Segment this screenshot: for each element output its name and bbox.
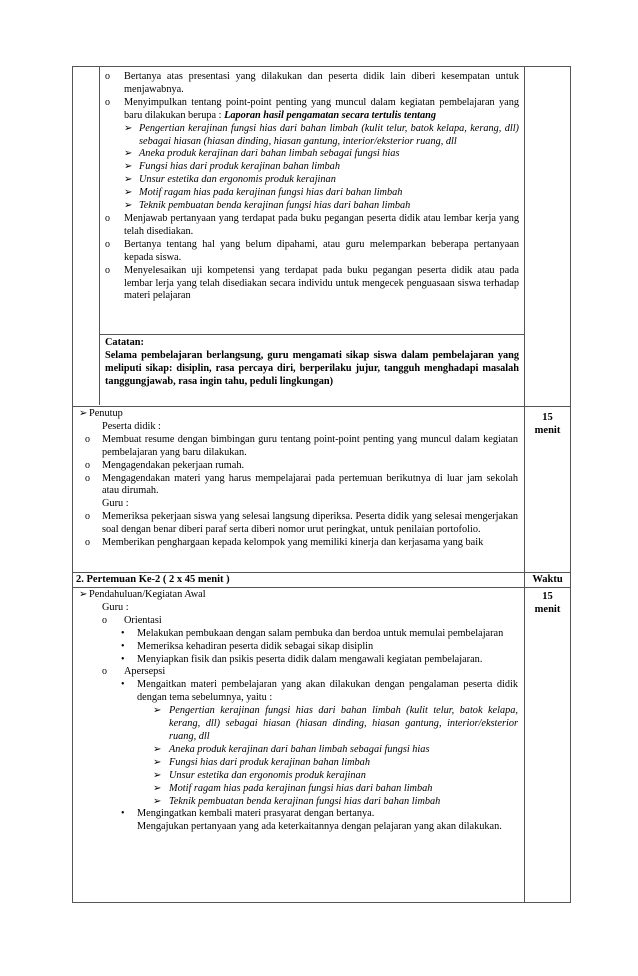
- item-text: Mengaitkan materi pembelajaran yang akan dilakukan dengan pengalaman peserta didik dengan tema sebelumnya, yaitu :: [137, 679, 518, 704]
- circle-bullet-icon: o: [85, 537, 90, 549]
- list-item: [153, 705, 518, 744]
- dot-bullet-icon: •: [121, 640, 125, 652]
- item-subtext: Mengajukan pertanyaan yang ada keterkaitannya dengan pelajaran yang akan dilakukan.: [137, 821, 502, 833]
- list-item: [121, 641, 518, 654]
- lesson-table: [72, 66, 571, 903]
- list-item: [121, 679, 518, 705]
- topic-text: Teknik pembuatan benda kerajinan fungsi hias dari bahan limbah: [169, 795, 441, 807]
- list-item: [121, 654, 518, 667]
- item-text: Bertanya atas presentasi yang dilakukan dan peserta didik lain diberi kesempatan untuk menjawabnya.: [124, 71, 519, 95]
- circle-bullet-icon: o: [105, 71, 110, 82]
- orientation-label: Orientasi: [124, 614, 162, 626]
- dot-bullet-icon: •: [121, 653, 125, 665]
- inner-divider-horizontal: [99, 334, 524, 335]
- item-text: Mengagendakan materi yang harus mempelajarai pada pertemuan berikutnya di luar jam sekolah atau dirumah.: [102, 472, 518, 497]
- item-emphasis: Laporan hasil pengamatan secara tertulis tentang: [224, 109, 437, 121]
- circle-bullet-icon: o: [85, 459, 90, 471]
- circle-bullet-icon: o: [105, 212, 110, 224]
- list-item: [153, 770, 518, 783]
- topic-text: Unsur estetika dan ergonomis produk kerajinan: [169, 769, 366, 781]
- list-item: [124, 187, 519, 200]
- arrow-bullet-icon: ➢: [124, 174, 133, 186]
- item-text: Mengingatkan kembali materi prasyarat dengan bertanya.: [137, 808, 375, 820]
- circle-bullet-icon: o: [85, 511, 90, 523]
- student-list: [79, 434, 518, 499]
- apperception-label: Apersepsi: [124, 666, 166, 678]
- time-header: [525, 573, 571, 588]
- topic-list: [137, 705, 518, 808]
- circle-bullet-icon: o: [85, 472, 90, 484]
- arrow-bullet-icon: ➢: [153, 795, 162, 807]
- inner-divider-vertical: [99, 67, 100, 405]
- arrow-bullet-icon: ➢: [124, 187, 133, 199]
- time-cell: [525, 407, 571, 573]
- inner-box: [73, 67, 524, 406]
- note-text: Selama pembelajaran berlangsung, guru mengamati sikap siswa dalam pembelajaran yang meliputi sikap: disiplin, rasa percaya diri, berperilaku jujur, tangguh menghadapi masalah tanggungjawab, rasa ingin tahu, peduli lingkungan): [105, 349, 519, 387]
- teacher-label: Guru :: [102, 498, 129, 510]
- list-item: [105, 97, 519, 123]
- list-item: [85, 434, 518, 460]
- section-heading: [79, 589, 518, 602]
- list-item: [105, 239, 519, 265]
- time-header-label: Waktu: [532, 574, 563, 585]
- list-item: [85, 460, 518, 473]
- list-item: [153, 783, 518, 796]
- table-row: [73, 588, 571, 903]
- arrow-bullet-icon: ➢: [124, 122, 133, 134]
- item-text: Memeriksa pekerjaan siswa yang selesai langsung diperiksa. Peserta didik yang selesai mengerjakan soal dengan benar diberi paraf serta diberi nomor urut peringkat, untuk penilaian portofolio.: [102, 511, 518, 536]
- table-row: [73, 407, 571, 573]
- arrow-bullet-icon: ➢: [153, 756, 162, 768]
- arrow-bullet-icon: ➢: [79, 589, 88, 600]
- item-text: Bertanya tentang hal yang belum dipahami, atau guru melemparkan beberapa pertanyaan kepada siswa.: [124, 238, 519, 263]
- list-item: [85, 511, 518, 537]
- item-text: Menyiapkan fisik dan psikis peserta didik dalam mengawali kegiatan pembelajaran.: [137, 653, 483, 665]
- note-title: Catatan:: [105, 337, 144, 348]
- arrow-bullet-icon: ➢: [153, 743, 162, 755]
- note-box: [105, 337, 519, 389]
- circle-bullet-icon: o: [105, 238, 110, 250]
- meeting-title: 2. Pertemuan Ke-2 ( 2 x 45 menit ): [76, 574, 230, 585]
- closing-cell: [73, 407, 525, 573]
- apperception-list: [79, 679, 518, 834]
- topic-text: Pengertian kerajinan fungsi hias dari bahan limbah (kulit telur, batok kelapa, kerang, dll) sebagai hiasan (hiasan dinding, hiasan gantung, interior/eksterior ruang, dll: [169, 705, 518, 742]
- topic-text: Pengertian kerajinan fungsi hias dari bahan limbah (kulit telur, batok kelapa, kerang, dll) sebagai hiasan (hiasan dinding, hiasan gantung, interior/eksterior ruang, dll: [139, 122, 519, 147]
- circle-bullet-icon: o: [102, 666, 107, 678]
- dot-bullet-icon: •: [121, 627, 125, 639]
- arrow-bullet-icon: ➢: [124, 148, 133, 160]
- orientation-list: [79, 628, 518, 667]
- teacher-label: Guru :: [102, 601, 129, 613]
- item-text: Memeriksa kehadiran peserta didik sebagai sikap disiplin: [137, 640, 374, 652]
- arrow-bullet-icon: ➢: [153, 782, 162, 794]
- closing-title: Penutup: [89, 408, 123, 419]
- item-text: Menyimpulkan tentang point-point penting yang muncul dalam kegiatan pembelajaran yang baru dilakukan berupa :: [124, 96, 519, 121]
- topic-text: Fungsi hias dari produk kerajinan bahan limbah: [169, 756, 370, 768]
- closing-time: 15 menit: [534, 412, 561, 436]
- list-item: [105, 265, 519, 304]
- table-row: [73, 573, 571, 588]
- list-item: [124, 161, 519, 174]
- time-cell: [525, 67, 571, 407]
- arrow-bullet-icon: ➢: [153, 769, 162, 781]
- list-item: [124, 200, 519, 213]
- opening-cell: [73, 588, 525, 903]
- student-label: Peserta didik :: [102, 420, 161, 432]
- circle-bullet-icon: o: [102, 614, 107, 626]
- list-item: [121, 808, 518, 821]
- list-item: [124, 174, 519, 187]
- item-text: Memberikan penghargaan kepada kelompok yang memiliki kinerja dan kerjasama yang baik: [102, 537, 484, 549]
- topic-text: Teknik pembuatan benda kerajinan fungsi hias dari bahan limbah: [139, 200, 411, 212]
- list-item: [124, 123, 519, 149]
- list-item: [153, 744, 518, 757]
- list-item: [124, 148, 519, 161]
- arrow-bullet-icon: ➢: [79, 408, 88, 419]
- dot-bullet-icon: •: [121, 808, 125, 820]
- circle-bullet-icon: o: [105, 264, 110, 276]
- list-item: [105, 71, 519, 97]
- activity-cell: [73, 67, 525, 407]
- teacher-list: [79, 511, 518, 550]
- topic-text: Motif ragam hias pada kerajinan fungsi hias dari bahan limbah: [169, 782, 433, 794]
- list-item: [79, 666, 518, 679]
- item-text: Mengagendakan pekerjaan rumah.: [102, 459, 245, 471]
- list-item: [85, 537, 518, 550]
- list-item: [153, 796, 518, 809]
- dot-bullet-icon: •: [121, 679, 125, 691]
- item-text: Membuat resume dengan bimbingan guru tentang point-point penting yang muncul dalam kegiatan pembelajaran yang baru dilakukan.: [102, 433, 518, 458]
- list-item: [153, 757, 518, 770]
- circle-bullet-icon: o: [105, 96, 110, 108]
- topic-text: Unsur estetika dan ergonomis produk kerajinan: [139, 174, 336, 186]
- topic-text: Fungsi hias dari produk kerajinan bahan limbah: [139, 161, 340, 173]
- topic-list: [105, 123, 519, 213]
- list-item: [85, 473, 518, 499]
- arrow-bullet-icon: ➢: [124, 161, 133, 173]
- lesson-plan-page: [72, 66, 568, 903]
- item-text: Menyelesaikan uji kompetensi yang terdapat pada buku pegangan peserta didik atau pada lembar lerja yang telah disediakan secara individu untuk mengecek penguasaan siswa terhadap materi pelajaran: [124, 264, 519, 302]
- item-text: Menjawab pertanyaan yang terdapat pada buku pegangan peserta didik atau lembar kerja yang telah disediakan.: [124, 212, 519, 237]
- topic-text: Aneka produk kerajinan dari bahan limbah sebagai fungsi hias: [169, 743, 430, 755]
- section-heading: [79, 408, 518, 421]
- item-text: Melakukan pembukaan dengan salam pembuka dan berdoa untuk memulai pembelajaran: [137, 627, 504, 639]
- meeting-header: [73, 573, 525, 588]
- table-row: [73, 67, 571, 407]
- topic-text: Motif ragam hias pada kerajinan fungsi hias dari bahan limbah: [139, 187, 403, 199]
- arrow-bullet-icon: ➢: [153, 705, 162, 717]
- opening-time: 15 menit: [534, 591, 561, 615]
- circle-bullet-icon: o: [85, 433, 90, 445]
- opening-title: Pendahuluan/Kegiatan Awal: [89, 589, 206, 600]
- list-item: [105, 213, 519, 239]
- list-item: [79, 615, 518, 628]
- arrow-bullet-icon: ➢: [124, 200, 133, 212]
- topic-text: Aneka produk kerajinan dari bahan limbah sebagai fungsi hias: [139, 148, 400, 160]
- list-item: [121, 628, 518, 641]
- time-cell: [525, 588, 571, 903]
